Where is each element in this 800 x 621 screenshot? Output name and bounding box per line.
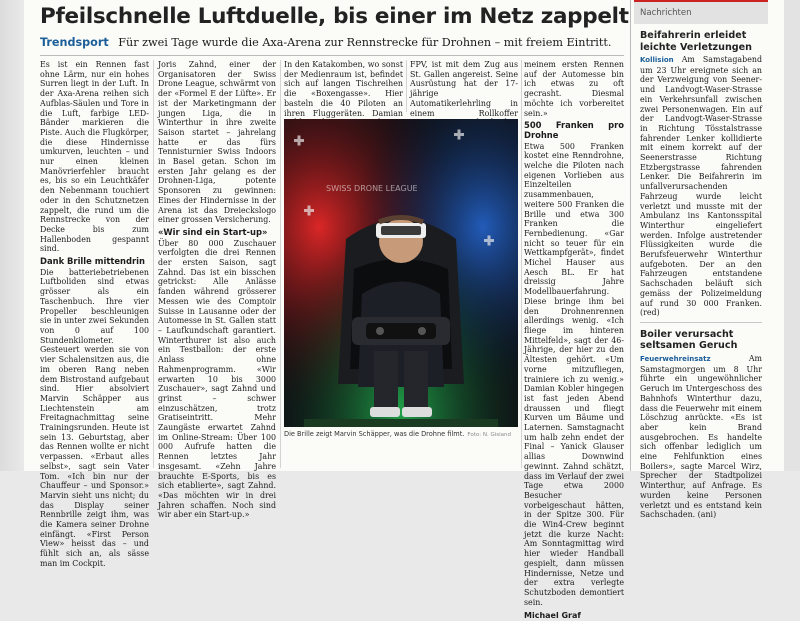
sidebar-section-title: Nachrichten xyxy=(634,0,768,24)
column-divider xyxy=(521,60,522,468)
article-lead-text: Für zwei Tage wurde die Axa-Arena zur Rennstrecke für Drohnen – mit freiem Eintritt. xyxy=(118,36,612,49)
news-1-kicker: Kollision xyxy=(640,56,674,64)
news-2-title: Boiler verursacht seltsamen Geruch xyxy=(640,328,738,352)
column-2-text-b: Über 80 000 Zuschauer verfolgten die drei Rennen der ersten Saison, sagt Zahnd. Das ist ein bisschen getrickst: Alle Anlässe fanden während grösserer Messen wie des Comptoir Suisse in Lausanne oder der Automesse in St. Gallen statt – Laufkundschaft garantiert. Winterthurer ist also auch ein Testballon: der erste Anlass ohne Rahmenprogramm. «Wir erwarten 10 bis 3000 Zuschauer», sagt Zahnd und grinst – schwer einzuschätzen, trotz Gratiseintritt. Mehr Zaungäste erwartet Zahnd im Online-Stream: Über 100 000 Aufrufe hatten die Rennen letztes Jahr insgesamt. «Zehn Jahre brauchte E-Sports, bis es sich etablierte», sagt Zahnd. «Das möchten wir in drei Jahren schaffen. Noch sind wir aber ein Start-up.» xyxy=(158,238,276,520)
column-4-text: FPV, ist mit dem Zug aus St. Gallen angereist. Seine Ausrüstung hat der 17-jährige Automatikerlehrling in einem Rollkoffer xyxy=(410,60,518,118)
news-1-body xyxy=(640,55,762,318)
column-5-text-b: Etwa 500 Franken kostet eine Renndrohne, welche die Piloten nach eigenen Vorlieben aus Einzelteilen zusammenbauen, weitere 500 Franken die Brille und etwa 300 Franken die Fernbedienung. «Gar nicht so teuer für ein Wettkampfgerät», findet Michel Hauser aus Aesch BL. Er hat dreissig Jahre Modellbauerfahrung. Diese bringe ihm bei den Drohnenrennen allerdings wenig. «Ich fliege im hinteren Mittelfeld», sagt der 46-Jährige, der hier zu den Ältesten gehört. «Um vorne mitzufliegen, trainiere ich zu wenig.» Damian Kobler hingegen ist fast jeden Abend draussen und fliegt Kurven um Bäume und Laternen. Samstagnacht um halb zehn endet der Final – Yanick Glauser allias Downwind gewinnt. Zahnd schätzt, dass im Verlauf der zwei Tage etwa 2000 Besucher vorbeigeschaut hätten, in der Spitze 300. Für die Win4-Crew beginnt jetzt die kurze Nacht: Am Sonntagmittag wird hier wieder Handball gespielt, dann müssen Hindernisse, Netze und der extra verlegte Schutzboden demontiert sein. xyxy=(524,141,624,607)
news-1-text: Am Samstagabend um 23 Uhr ereignete sich an der Verzweigung von Seener- und Landvogt-Waser-Strasse ein Verkehrsunfall zwischen zwei Personenwagen. Ein auf der Landvogt-Waser-Strasse in Richtung Tösstalstrasse fahrender Lenker kollidierte mit einem korrekt auf der Seenerstrasse Richtung Etzbergstrasse fahrenden Lenker. Die Beifahrerin im unfallverursachenden Fahrzeug wurde leicht verletzt und musste mit der Ambulanz ins Kantonsspital Winterthur eingeliefert werden. Infolge austretender Flüssigkeiten wurde die Berufsfeuerwehr Winterthur aufgeboten. Der an den Fahrzeugen entstandene Sachschaden beläuft sich gemäss der Polizeimeldung auf rund 30 000 Franken. (red) xyxy=(640,55,762,318)
article-kicker: Trendsport xyxy=(40,36,109,49)
article-column-2 xyxy=(158,60,276,520)
news-2-body xyxy=(640,354,762,520)
sidebar-divider-line xyxy=(640,322,762,323)
subheading-500-franken: 500 Franken pro Drohne xyxy=(524,120,624,140)
column-5-text: meinem ersten Rennen auf der Automesse bin ich etwas zu oft gecrasht. Diesmal möchte ich vorbereitet sein.» xyxy=(524,60,624,118)
column-divider xyxy=(153,60,154,468)
news-1-title: Beifahrerin erleidet leichte Verletzungen xyxy=(640,30,753,53)
article-lead xyxy=(40,36,620,49)
subheading-start-up: «Wir sind ein Start-up» xyxy=(158,226,268,237)
article-column-4 xyxy=(410,60,518,118)
article-column-5 xyxy=(524,60,624,621)
article-column-1 xyxy=(40,60,149,568)
headline-rule xyxy=(40,55,624,56)
page-edge-shadow xyxy=(0,0,24,471)
photo-logo: SWISS DRONE LEAGUE xyxy=(326,184,418,193)
subheading-dank-brille: Dank Brille mittendrin xyxy=(40,256,145,267)
article-headline: Pfeilschnelle Luftduelle, bis einer im Netz zappelt xyxy=(40,4,629,29)
photo-caption xyxy=(284,430,518,438)
news-2-text: Am Samstagmorgen um 8 Uhr führte ein ungewöhnlicher Geruch im Untergeschoss des Bahnhofs Winterthur dazu, dass die Feuerwehr mit einem Löschzug anrückte. «Es ist aber kein Brand ausgebrochen. Es handelte sich offenbar lediglich um eine Fehlfunktion eines Boilers», sagte Marcel Wirz, Sprecher der Stadtpolizei Winterthur, auf Anfrage. Es wurden keine Personen verletzt und es entstand kein Sachschaden. (ani) xyxy=(640,353,762,520)
newspaper-page xyxy=(24,0,784,621)
column-1-text-b: Die batteriebetriebenen Luftboliden sind etwas grösser als ein Taschenbuch. Ihre vier Propeller beschleunigen sie in unter zwei Sekunden von 0 auf 100 Stundenkilometer. Gesteuert werden sie von vier Schalensitzen aus, die im oberen Rang neben dem Bistrostand aufgebaut sind. Hier absolviert Marvin Schäpper aus Liechtenstein am Freitagnachmittag seine Trainingsrunden. Heute ist sein 13. Geburtstag, aber das Rennen wollte er nicht verpassen. «Erbaut alles selbst», sagt sein Vater Tom. «Ich bin nur der Chauffeur – und Sponsor.» Marvin sieht uns nicht; du das Display seiner Rennbrille zeigt ihm, was die Kamera seiner Drohne einfängt. «First Person View» heisst das – und fühlt sich an, als sässe man im Cockpit. xyxy=(40,267,149,568)
page-edge-shadow-right xyxy=(784,0,800,471)
photo-credit: Foto: N. Gisiand xyxy=(467,432,511,438)
column-divider xyxy=(280,60,281,468)
column-1-text: Es ist ein Rennen fast ohne Lärm, nur ein hohes Surren liegt in der Luft. In der Axa-Arena reihen sich Aufblas-Säulen und Tore in die Luft, farbige LED-Bänder markieren die Piste. Auch die Flugkörper, die diese Hindernisse umkurven, leuchten – und nur einen kleinen Manövrierfehler braucht es, bis so ein Leuchtkäfer den Nebenmann touchiert oder in den Schutznetzen zappelt, die rund um die Rennstrecke von der Decke bis zum Hallenboden gespannt sind. xyxy=(40,60,149,254)
column-2-text: Joris Zahnd, einer der Organisatoren der Swiss Drone League, schwärmt von der «Formel E der Lüfte». Er ist der Marketingmann der jungen Liga, die in Winterthur in ihre zweite Saison startet – jahrelang hatte er das fürs Tennisturnier Swiss Indoors in Basel getan. Schon im ersten Jahr gelang es der Drohnen-Liga, potente Sponsoren zu gewinnen: Eines der Hindernisse in der Arena ist das Dreieckslogo einer grossen Versicherung. xyxy=(158,60,276,225)
column-divider xyxy=(406,60,407,112)
article-column-3 xyxy=(284,60,403,118)
sidebar-divider xyxy=(630,0,631,471)
news-sidebar xyxy=(634,0,768,520)
article-photo xyxy=(284,119,518,427)
caption-text: Die Brille zeigt Marvin Schäpper, was die Drohne filmt. xyxy=(284,430,465,438)
news-2-kicker: Feuerwehreinsatz xyxy=(640,354,711,363)
column-3-text: In den Katakomben, wo sonst der Medienraum ist, befindet sich auf langen Tischreihen die «Boxengasse». Hier basteln die 40 Piloten an ihren Fluggeräten. Damian xyxy=(284,60,403,118)
photo-drone-pilot xyxy=(284,119,518,427)
article-author: Michael Graf xyxy=(524,611,581,621)
